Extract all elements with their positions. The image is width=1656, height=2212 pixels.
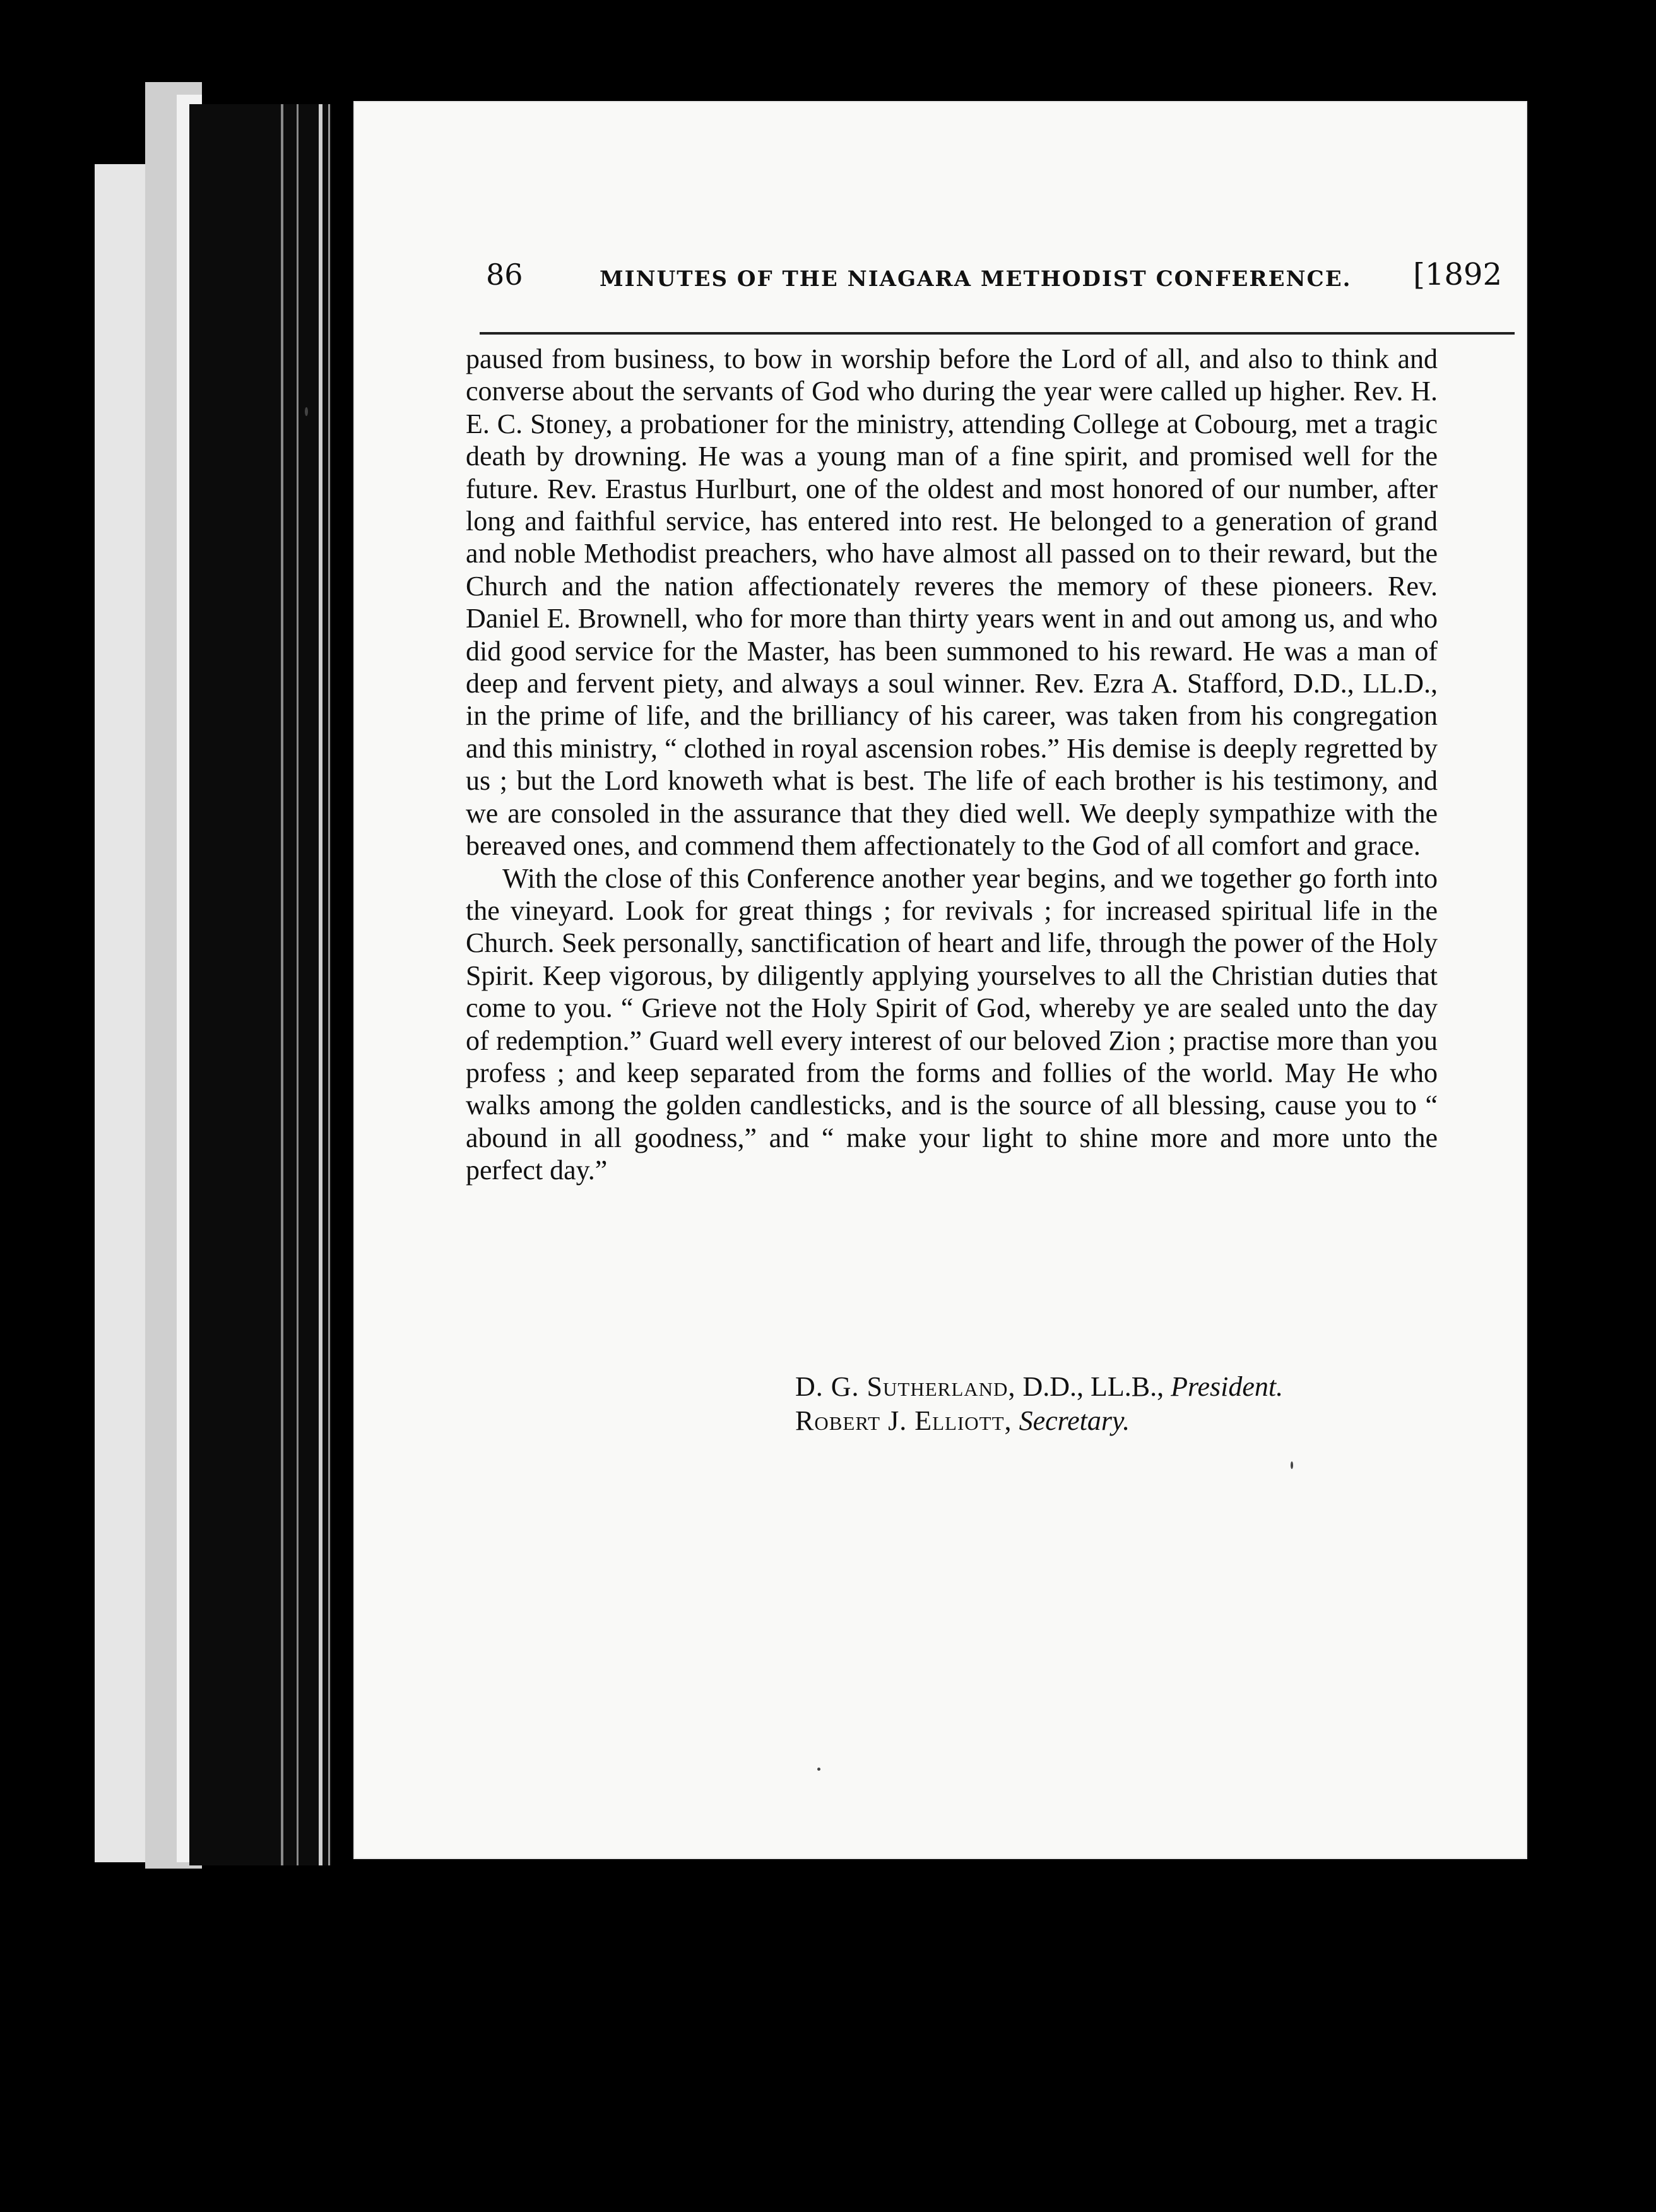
paragraph-exhortation: With the close of this Conference another year begins, and we together go forth into the vineyard. Look for great things ; for revivals ; for increased spiritual life in the Church. Seek personally, sanctification of heart and life, through the power of the Holy Spirit. Keep vigorous, by diligently applying yourselves to all the Christian duties that come to you. “ Grieve not the Holy Spirit of God, whereby ye are sealed unto the day of redemption.” Guard well every interest of our beloved Zion ; practise more than you profess ; and keep separated from the forms and follies of the world. May He who walks among the golden candlesticks, and is the source of all blessing, cause you to “ abound in all goodness,” and “ make your light to shine more and more unto the perfect day.” bbox=[466, 862, 1438, 1186]
secretary-name: Robert J. Elliott, bbox=[795, 1405, 1012, 1436]
spine-line bbox=[319, 104, 322, 1865]
secretary-role: Secretary. bbox=[1019, 1405, 1130, 1436]
president-degrees: D.D., LL.B., bbox=[1022, 1371, 1164, 1402]
spine-line bbox=[281, 104, 283, 1865]
scan-speck bbox=[817, 1768, 820, 1771]
president-role: President. bbox=[1171, 1371, 1284, 1402]
running-head bbox=[486, 256, 1502, 300]
secretary-signature bbox=[795, 1404, 1283, 1438]
spine-line bbox=[297, 104, 299, 1865]
page-number: 86 bbox=[486, 258, 523, 292]
year-marker: [1892 bbox=[1413, 257, 1502, 292]
book-spine bbox=[189, 104, 331, 1865]
scan-speck bbox=[1291, 1461, 1293, 1469]
scan-speck bbox=[305, 407, 308, 416]
header-rule bbox=[480, 332, 1515, 335]
paragraph-memorial: paused from business, to bow in worship before the Lord of all, and also to think and converse about the servants of God who during the year were called up higher. Rev. H. E. C. Stoney, a probationer for the ministry, attending College at Cobourg, met a tragic death by drowning. He was a young man of a fine spirit, and promised well for the future. Rev. Erastus Hurlburt, one of the oldest and most honored of our number, after long and faithful service, has entered into rest. He belonged to a generation of grand and noble Methodist preachers, who have almost all passed on to their reward, but the Church and the nation affectionately reveres the memory of these pioneers. Rev. Daniel E. Brownell, who for more than thirty years went in and out among us, and who did good service for the Master, has been summoned to his reward. He was a man of deep and fervent piety, and always a soul winner. Rev. Ezra A. Stafford, D.D., LL.D., in the prime of life, and the brilliancy of his career, was taken from his congregation and this ministry, “ clothed in royal ascension robes.” His demise is deeply regretted by us ; but the Lord knoweth what is best. The life of each brother is his testimony, and we are consoled in the assurance that they died well. We deeply sympathize with the bereaved ones, and commend them affectionately to the God of all comfort and grace. bbox=[466, 343, 1438, 862]
signature-block bbox=[795, 1370, 1283, 1438]
president-signature bbox=[795, 1370, 1283, 1404]
spine-line bbox=[328, 104, 330, 1865]
running-title: MINUTES OF THE NIAGARA METHODIST CONFERENCE. bbox=[600, 266, 1352, 292]
book-page bbox=[353, 101, 1527, 1859]
president-name: D. G. Sutherland, bbox=[795, 1371, 1016, 1402]
body-text bbox=[466, 343, 1438, 1187]
